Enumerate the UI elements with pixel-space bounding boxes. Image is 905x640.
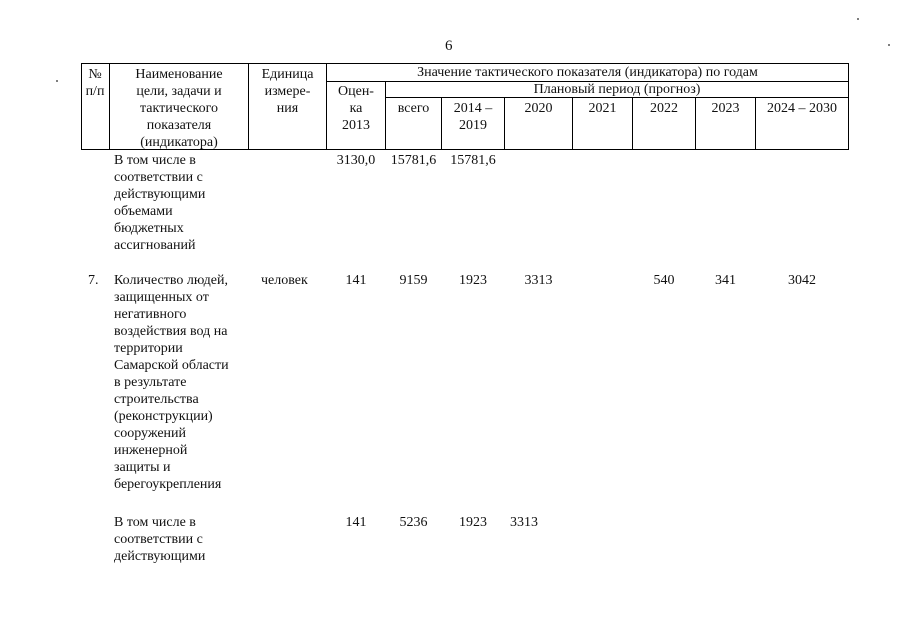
row-total: 15781,6 (390, 153, 437, 168)
header-2021: 2021 (588, 101, 617, 116)
header-2024-2030: 2024 – 2030 (767, 101, 837, 116)
row-total: 9159 (399, 273, 428, 288)
header-2020: 2020 (524, 101, 553, 116)
row-2020: 3313 (510, 515, 538, 530)
row-2014-2019: 1923 (459, 515, 487, 530)
header-name: Наименование цели, задачи и тактического показателя (индикатора) (135, 67, 223, 150)
row-2022: 540 (653, 273, 675, 288)
v-line-right (848, 63, 849, 150)
header-2022: 2022 (650, 101, 678, 116)
row-2023: 341 (715, 273, 736, 288)
header-total: всего (397, 101, 430, 116)
page-number: 6 (445, 38, 453, 54)
header-plan-period: Плановый период (прогноз) (533, 82, 701, 97)
scan-speck (857, 18, 859, 20)
header-number: № п/п (85, 67, 105, 99)
header-2014-2019: 2014 – 2019 (453, 101, 493, 133)
row-name: В том числе в соответствии с действующими объемами бюджетных ассигнований (114, 153, 206, 253)
header-unit: Единица измере- ния (261, 67, 314, 116)
row-2014-2019: 1923 (459, 273, 487, 288)
row-unit: человек (261, 273, 308, 288)
row-2024-2030: 3042 (788, 273, 816, 288)
header-2023: 2023 (711, 101, 740, 116)
header-values-group: Значение тактического показателя (индикатора) по годам (417, 65, 758, 80)
row-estimate: 141 (345, 273, 367, 288)
row-name: В том числе в соответствии с действующими (114, 515, 206, 564)
scan-speck (56, 80, 58, 82)
scan-speck (888, 44, 890, 46)
row-estimate: 3130,0 (336, 153, 376, 168)
row-estimate: 141 (345, 515, 367, 530)
row-name: Количество людей, защищенных от негативного воздействия вод на территории Самарской области в результате строительства (реконструкции) сооружений инженерной защиты и берегоукрепления (114, 273, 229, 492)
row-2014-2019: 15781,6 (450, 153, 496, 168)
row-total: 5236 (399, 515, 428, 530)
row-number: 7. (88, 273, 99, 288)
header-estimate-2013: Оцен- ка 2013 (338, 84, 374, 133)
row-2020: 3313 (524, 273, 553, 288)
